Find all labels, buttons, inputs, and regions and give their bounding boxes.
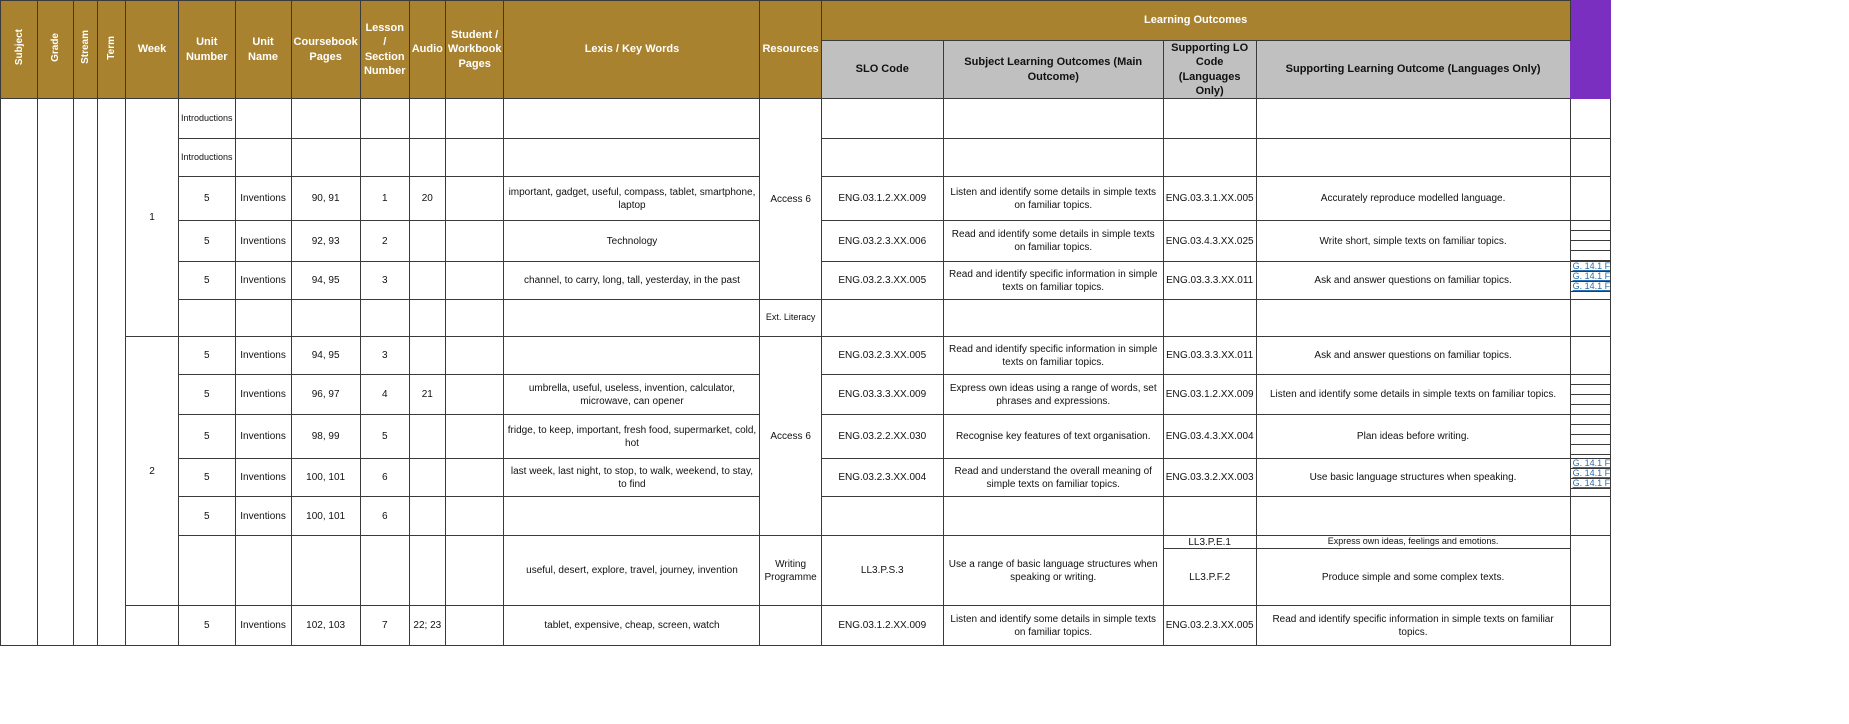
workbook-cell[interactable] bbox=[445, 99, 504, 139]
lesson-cell[interactable]: 3 bbox=[360, 337, 409, 375]
unit-name-cell[interactable]: Inventions bbox=[235, 497, 291, 536]
header-audio[interactable]: Audio bbox=[409, 1, 445, 99]
unit-name-cell[interactable] bbox=[235, 99, 291, 139]
slo-code-cell[interactable]: ENG.03.2.3.XX.004 bbox=[821, 459, 943, 497]
lesson-cell[interactable] bbox=[360, 300, 409, 337]
pages-cell[interactable]: 100, 101 bbox=[291, 497, 360, 536]
link-g14-6[interactable]: G. 14.1 F bbox=[1572, 479, 1611, 489]
lexis-cell[interactable]: tablet, expensive, cheap, screen, watch bbox=[504, 606, 760, 646]
supporting-lo-cell[interactable] bbox=[1256, 536, 1570, 606]
supporting-code-cell[interactable] bbox=[1163, 536, 1256, 606]
audio-cell[interactable] bbox=[409, 415, 445, 459]
supporting-lo-cell[interactable]: Accurately reproduce modelled language. bbox=[1256, 177, 1570, 221]
audio-cell[interactable] bbox=[409, 459, 445, 497]
workbook-cell[interactable] bbox=[445, 497, 504, 536]
link-g14-2[interactable]: G. 14.1 F bbox=[1572, 272, 1611, 282]
supporting-code-cell[interactable] bbox=[1163, 300, 1256, 337]
lesson-cell[interactable]: 3 bbox=[360, 262, 409, 300]
unit-number-cell[interactable]: 5 bbox=[179, 375, 236, 415]
workbook-cell[interactable] bbox=[445, 139, 504, 177]
header-resources[interactable]: Resources bbox=[760, 1, 821, 99]
slo-code-cell[interactable]: ENG.03.3.3.XX.009 bbox=[821, 375, 943, 415]
supporting-code-cell[interactable]: ENG.03.1.2.XX.009 bbox=[1163, 375, 1256, 415]
supporting-code-cell[interactable] bbox=[1163, 497, 1256, 536]
supporting-lo-cell[interactable] bbox=[1256, 99, 1570, 139]
audio-cell[interactable] bbox=[409, 536, 445, 606]
audio-cell[interactable] bbox=[409, 300, 445, 337]
extra-cell[interactable] bbox=[1570, 497, 1611, 536]
slo-code-cell[interactable]: ENG.03.2.3.XX.006 bbox=[821, 221, 943, 262]
extra-cell[interactable] bbox=[1570, 415, 1611, 459]
supporting-code-cell[interactable]: ENG.03.3.3.XX.011 bbox=[1163, 262, 1256, 300]
lexis-cell[interactable] bbox=[504, 497, 760, 536]
extra-cell[interactable] bbox=[1570, 99, 1611, 139]
extra-cell[interactable] bbox=[1570, 337, 1611, 375]
header-coursebook-pages[interactable]: Coursebook Pages bbox=[291, 1, 360, 99]
pages-cell[interactable]: 96, 97 bbox=[291, 375, 360, 415]
slo-code-cell[interactable]: ENG.03.1.2.XX.009 bbox=[821, 177, 943, 221]
header-slo-code[interactable]: SLO Code bbox=[821, 41, 943, 99]
supporting-lo-cell[interactable]: Listen and identify some details in simple texts on familiar topics. bbox=[1256, 375, 1570, 415]
week-cell[interactable]: 1 bbox=[126, 99, 179, 337]
unit-name-cell[interactable]: Inventions bbox=[235, 375, 291, 415]
extra-cell[interactable] bbox=[1570, 221, 1611, 262]
subject-lo-cell[interactable]: Recognise key features of text organisation. bbox=[943, 415, 1163, 459]
table-row bbox=[1, 99, 1611, 139]
supporting-lo-cell[interactable]: Plan ideas before writing. bbox=[1256, 415, 1570, 459]
header-supporting-lo[interactable]: Supporting Learning Outcome (Languages Only) bbox=[1256, 41, 1570, 99]
workbook-cell[interactable] bbox=[445, 606, 504, 646]
lexis-cell[interactable]: Technology bbox=[504, 221, 760, 262]
resources-cell[interactable]: Access 6 bbox=[760, 99, 821, 300]
pages-cell[interactable] bbox=[291, 139, 360, 177]
supporting-code-cell[interactable]: ENG.03.2.3.XX.005 bbox=[1163, 606, 1256, 646]
header-subject[interactable]: Subject bbox=[1, 1, 38, 99]
header-supporting-code[interactable]: Supporting LO Code (Languages Only) bbox=[1163, 41, 1256, 99]
slo-code-cell[interactable]: ENG.03.2.3.XX.005 bbox=[821, 262, 943, 300]
unit-number-cell[interactable]: 5 bbox=[179, 262, 236, 300]
pages-cell[interactable]: 90, 91 bbox=[291, 177, 360, 221]
slo-code-cell[interactable]: ENG.03.1.2.XX.009 bbox=[821, 606, 943, 646]
subject-lo-cell[interactable] bbox=[943, 139, 1163, 177]
slo-code-cell[interactable] bbox=[821, 99, 943, 139]
resources-cell[interactable]: Ext. Literacy bbox=[760, 300, 821, 337]
workbook-cell[interactable] bbox=[445, 177, 504, 221]
slo-code-cell[interactable] bbox=[821, 300, 943, 337]
unit-number-cell[interactable]: 5 bbox=[179, 221, 236, 262]
header-lesson[interactable]: Lesson / Section Number bbox=[360, 1, 409, 99]
lexis-cell[interactable]: channel, to carry, long, tall, yesterday, in the past bbox=[504, 262, 760, 300]
supporting-code-sub-1[interactable]: LL3.P.E.1 bbox=[1188, 536, 1231, 548]
lesson-cell[interactable]: 1 bbox=[360, 177, 409, 221]
lexis-cell[interactable]: fridge, to keep, important, fresh food, supermarket, cold, hot bbox=[504, 415, 760, 459]
unit-name-cell[interactable] bbox=[235, 536, 291, 606]
link-g14-5[interactable]: G. 14.1 F bbox=[1572, 469, 1611, 479]
audio-cell[interactable] bbox=[409, 337, 445, 375]
lexis-cell[interactable]: important, gadget, useful, compass, tablet, smartphone, laptop bbox=[504, 177, 760, 221]
pages-cell[interactable]: 94, 95 bbox=[291, 337, 360, 375]
slo-code-cell[interactable]: ENG.03.2.3.XX.005 bbox=[821, 337, 943, 375]
workbook-cell[interactable] bbox=[445, 262, 504, 300]
unit-number-cell[interactable]: Introductions bbox=[179, 139, 236, 177]
slo-code-cell[interactable]: ENG.03.2.2.XX.030 bbox=[821, 415, 943, 459]
unit-number-cell[interactable]: Introductions bbox=[179, 99, 236, 139]
supporting-code-cell[interactable]: ENG.03.3.3.XX.011 bbox=[1163, 337, 1256, 375]
subject-lo-cell[interactable]: Read and identify some details in simple texts on familiar topics. bbox=[943, 221, 1163, 262]
table-row bbox=[1, 536, 1611, 606]
header-unit-name[interactable]: Unit Name bbox=[235, 1, 291, 99]
workbook-cell[interactable] bbox=[445, 415, 504, 459]
unit-name-cell[interactable]: Inventions bbox=[235, 606, 291, 646]
term-cell[interactable] bbox=[98, 99, 126, 646]
supporting-code-cell[interactable] bbox=[1163, 139, 1256, 177]
table-row bbox=[1, 606, 1611, 646]
lesson-cell[interactable]: 2 bbox=[360, 221, 409, 262]
workbook-cell[interactable] bbox=[445, 459, 504, 497]
supporting-lo-cell[interactable] bbox=[1256, 139, 1570, 177]
pages-cell[interactable]: 92, 93 bbox=[291, 221, 360, 262]
extra-cell[interactable] bbox=[1570, 375, 1611, 415]
supporting-code-cell[interactable]: ENG.03.3.1.XX.005 bbox=[1163, 177, 1256, 221]
supporting-lo-cell[interactable]: Ask and answer questions on familiar topics. bbox=[1256, 262, 1570, 300]
supporting-code-cell[interactable] bbox=[1163, 99, 1256, 139]
table-row bbox=[1, 300, 1611, 337]
grade-cell[interactable] bbox=[38, 99, 74, 646]
subject-lo-cell[interactable] bbox=[943, 300, 1163, 337]
link-g14-3[interactable]: G. 14.1 F bbox=[1572, 282, 1611, 292]
subject-lo-cell[interactable]: Use a range of basic language structures when speaking or writing. bbox=[943, 536, 1163, 606]
supporting-lo-cell[interactable]: Use basic language structures when speaking. bbox=[1256, 459, 1570, 497]
audio-cell[interactable] bbox=[409, 221, 445, 262]
link-cell[interactable] bbox=[1570, 262, 1611, 300]
unit-number-cell[interactable]: 5 bbox=[179, 177, 236, 221]
resources-cell[interactable]: Access 6 bbox=[760, 337, 821, 536]
slo-code-cell[interactable] bbox=[821, 497, 943, 536]
audio-cell[interactable]: 21 bbox=[409, 375, 445, 415]
extra-cell[interactable] bbox=[1570, 300, 1611, 337]
unit-number-cell[interactable]: 5 bbox=[179, 459, 236, 497]
workbook-cell[interactable] bbox=[445, 221, 504, 262]
supporting-lo-cell[interactable]: Read and identify specific information in simple texts on familiar topics. bbox=[1256, 606, 1570, 646]
unit-name-cell[interactable]: Inventions bbox=[235, 177, 291, 221]
unit-number-cell[interactable] bbox=[179, 300, 236, 337]
subject-lo-cell[interactable]: Read and identify specific information in simple texts on familiar topics. bbox=[943, 262, 1163, 300]
header-purple-column[interactable] bbox=[1570, 1, 1611, 99]
unit-number-cell[interactable]: 5 bbox=[179, 415, 236, 459]
unit-number-cell[interactable]: 5 bbox=[179, 337, 236, 375]
lesson-cell[interactable]: 5 bbox=[360, 415, 409, 459]
resources-cell[interactable]: Writing Programme bbox=[760, 536, 821, 606]
resources-cell[interactable] bbox=[760, 606, 821, 646]
header-grade[interactable]: Grade bbox=[38, 1, 74, 99]
lexis-cell[interactable] bbox=[504, 139, 760, 177]
subject-lo-cell[interactable]: Read and identify specific information in simple texts on familiar topics. bbox=[943, 337, 1163, 375]
subject-lo-cell[interactable] bbox=[943, 497, 1163, 536]
pages-cell[interactable] bbox=[291, 536, 360, 606]
header-unit-number[interactable]: Unit Number bbox=[179, 1, 236, 99]
pages-cell[interactable]: 94, 95 bbox=[291, 262, 360, 300]
lesson-cell[interactable] bbox=[360, 99, 409, 139]
supporting-code-cell[interactable]: ENG.03.4.3.XX.025 bbox=[1163, 221, 1256, 262]
table-row bbox=[1, 337, 1611, 375]
stream-cell[interactable] bbox=[74, 99, 98, 646]
unit-name-cell[interactable] bbox=[235, 300, 291, 337]
subject-lo-cell[interactable]: Express own ideas using a range of words, set phrases and expressions. bbox=[943, 375, 1163, 415]
lexis-cell[interactable] bbox=[504, 300, 760, 337]
lexis-cell[interactable] bbox=[504, 337, 760, 375]
audio-cell[interactable]: 22; 23 bbox=[409, 606, 445, 646]
pages-cell[interactable] bbox=[291, 99, 360, 139]
audio-cell[interactable] bbox=[409, 497, 445, 536]
pages-cell[interactable] bbox=[291, 300, 360, 337]
unit-name-cell[interactable]: Inventions bbox=[235, 262, 291, 300]
extra-cell[interactable] bbox=[1570, 177, 1611, 221]
header-workbook[interactable]: Student / Workbook Pages bbox=[445, 1, 504, 99]
unit-name-cell[interactable]: Inventions bbox=[235, 337, 291, 375]
unit-number-cell[interactable] bbox=[179, 536, 236, 606]
supporting-code-sub-2[interactable]: LL3.P.F.2 bbox=[1164, 548, 1256, 605]
supporting-lo-cell[interactable]: Write short, simple texts on familiar topics. bbox=[1256, 221, 1570, 262]
supporting-lo-cell[interactable] bbox=[1256, 497, 1570, 536]
workbook-cell[interactable] bbox=[445, 337, 504, 375]
audio-cell[interactable] bbox=[409, 262, 445, 300]
link-g14-1[interactable]: G. 14.1 F bbox=[1572, 262, 1611, 272]
supporting-lo-sub-1[interactable]: Express own ideas, feelings and emotions. bbox=[1327, 536, 1499, 547]
subject-lo-cell[interactable]: Listen and identify some details in simple texts on familiar topics. bbox=[943, 177, 1163, 221]
supporting-lo-cell[interactable] bbox=[1256, 300, 1570, 337]
unit-name-cell[interactable]: Inventions bbox=[235, 415, 291, 459]
unit-name-cell[interactable]: Inventions bbox=[235, 221, 291, 262]
subject-cell[interactable] bbox=[1, 99, 38, 646]
header-subject-lo[interactable]: Subject Learning Outcomes (Main Outcome) bbox=[943, 41, 1163, 99]
unit-name-cell[interactable]: Inventions bbox=[235, 459, 291, 497]
lesson-cell[interactable]: 6 bbox=[360, 497, 409, 536]
workbook-cell[interactable] bbox=[445, 536, 504, 606]
extra-cell[interactable] bbox=[1570, 139, 1611, 177]
header-lexis[interactable]: Lexis / Key Words bbox=[504, 1, 760, 99]
header-stream[interactable]: Stream bbox=[74, 1, 98, 99]
supporting-lo-sub-2[interactable]: Produce simple and some complex texts. bbox=[1257, 548, 1570, 605]
subject-lo-cell[interactable] bbox=[943, 99, 1163, 139]
unit-name-cell[interactable] bbox=[235, 139, 291, 177]
header-term[interactable]: Term bbox=[98, 1, 126, 99]
pages-cell[interactable]: 102, 103 bbox=[291, 606, 360, 646]
week-cell[interactable] bbox=[126, 606, 179, 646]
supporting-code-cell[interactable]: ENG.03.3.2.XX.003 bbox=[1163, 459, 1256, 497]
extra-cell[interactable] bbox=[1570, 536, 1611, 606]
lexis-cell[interactable]: umbrella, useful, useless, invention, calculator, microwave, can opener bbox=[504, 375, 760, 415]
supporting-code-cell[interactable]: ENG.03.4.3.XX.004 bbox=[1163, 415, 1256, 459]
week-cell[interactable]: 2 bbox=[126, 337, 179, 606]
header-learning-outcomes[interactable]: Learning Outcomes bbox=[821, 1, 1570, 41]
workbook-cell[interactable] bbox=[445, 300, 504, 337]
audio-cell[interactable] bbox=[409, 99, 445, 139]
pages-cell[interactable]: 100, 101 bbox=[291, 459, 360, 497]
lesson-cell[interactable]: 7 bbox=[360, 606, 409, 646]
header-week[interactable]: Week bbox=[126, 1, 179, 99]
subject-lo-cell[interactable]: Listen and identify some details in simple texts on familiar topics. bbox=[943, 606, 1163, 646]
pages-cell[interactable]: 98, 99 bbox=[291, 415, 360, 459]
extra-cell[interactable] bbox=[1570, 606, 1611, 646]
link-g14-4[interactable]: G. 14.1 F bbox=[1572, 459, 1611, 469]
lesson-cell[interactable]: 6 bbox=[360, 459, 409, 497]
lesson-cell[interactable]: 4 bbox=[360, 375, 409, 415]
audio-cell[interactable]: 20 bbox=[409, 177, 445, 221]
supporting-lo-cell[interactable]: Ask and answer questions on familiar topics. bbox=[1256, 337, 1570, 375]
lesson-cell[interactable] bbox=[360, 536, 409, 606]
lexis-cell[interactable] bbox=[504, 99, 760, 139]
audio-cell[interactable] bbox=[409, 139, 445, 177]
workbook-cell[interactable] bbox=[445, 375, 504, 415]
slo-code-cell[interactable] bbox=[821, 139, 943, 177]
lexis-cell[interactable]: last week, last night, to stop, to walk, weekend, to stay, to find bbox=[504, 459, 760, 497]
lexis-cell[interactable]: useful, desert, explore, travel, journey, invention bbox=[504, 536, 760, 606]
lesson-cell[interactable] bbox=[360, 139, 409, 177]
link-cell[interactable] bbox=[1570, 459, 1611, 497]
slo-code-cell[interactable]: LL3.P.S.3 bbox=[821, 536, 943, 606]
subject-lo-cell[interactable]: Read and understand the overall meaning of simple texts on familiar topics. bbox=[943, 459, 1163, 497]
unit-number-cell[interactable]: 5 bbox=[179, 497, 236, 536]
unit-number-cell[interactable]: 5 bbox=[179, 606, 236, 646]
